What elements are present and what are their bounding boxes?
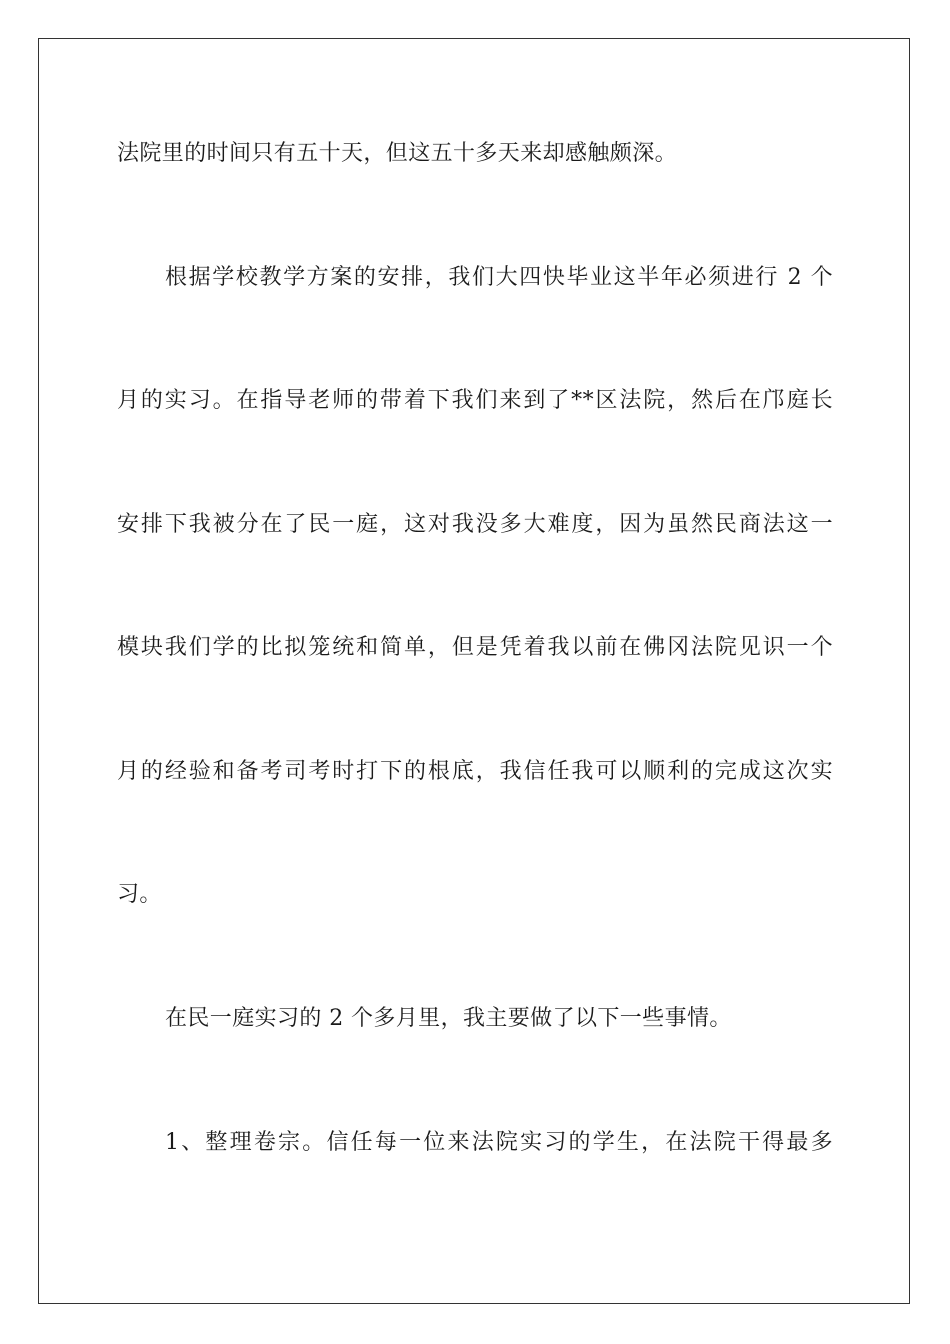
paragraph-start-line-2: 在民一庭实习的 2 个多月里，我主要做了以下一些事情。	[165, 1006, 732, 1031]
paragraph-start-line-3: 1、整理卷宗。信任每一位来法院实习的学生，在法院干得最多	[165, 1130, 833, 1155]
body-line-7: 习。	[117, 882, 162, 907]
paragraph-start-line: 根据学校教学方案的安排，我们大四快毕业这半年必须进行 2 个	[165, 265, 833, 290]
page-border	[38, 38, 910, 1304]
body-line-3: 月的实习。在指导老师的带着下我们来到了**区法院，然后在邝庭长	[117, 388, 833, 413]
body-line-4: 安排下我被分在了民一庭，这对我没多大难度，因为虽然民商法这一	[117, 512, 833, 537]
body-line-6: 月的经验和备考司考时打下的根底，我信任我可以顺利的完成这次实	[117, 759, 833, 784]
body-line-1: 法院里的时间只有五十天，但这五十多天来却感触颇深。	[117, 141, 678, 166]
body-line-5: 模块我们学的比拟笼统和简单，但是凭着我以前在佛冈法院见识一个	[117, 635, 833, 660]
